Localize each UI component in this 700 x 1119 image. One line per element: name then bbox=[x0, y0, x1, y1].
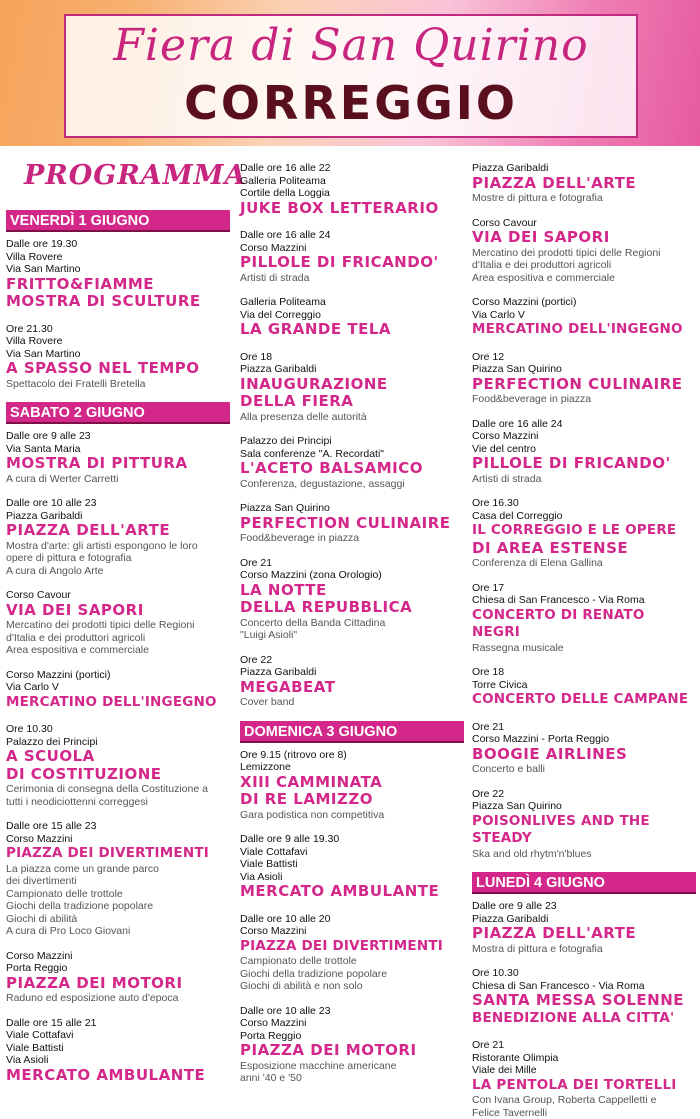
event-info: Vie del centro bbox=[472, 442, 537, 455]
event-item bbox=[472, 418, 696, 486]
event-info: Viale dei Mille bbox=[472, 1064, 537, 1076]
event-description: Conferenza di Elena Gallina bbox=[472, 557, 603, 569]
event-info: Dalle ore 9 alle 23 bbox=[472, 900, 557, 912]
event-item bbox=[240, 1005, 464, 1085]
event-list bbox=[472, 162, 696, 860]
event-info: Piazza San Quirino bbox=[472, 363, 562, 375]
event-info: Galleria Politeama bbox=[240, 296, 326, 308]
event-title: BENEDIZIONE ALLA CITTA' bbox=[472, 1009, 675, 1026]
event-list bbox=[240, 162, 464, 709]
event-title: MOSTRA DI SCULTURE bbox=[6, 292, 201, 310]
event-title: VIA DEI SAPORI bbox=[6, 600, 144, 619]
event-item bbox=[472, 296, 696, 339]
event-description: Giochi di abilità e non solo bbox=[240, 980, 363, 992]
event-title: BOOGIE AIRLINES bbox=[472, 744, 628, 763]
event-title: PIAZZA DELL'ARTE bbox=[472, 173, 637, 192]
event-title: PERFECTION CULINAIRE bbox=[472, 374, 683, 393]
event-info: Porta Reggio bbox=[240, 1029, 302, 1042]
event-item bbox=[472, 1039, 696, 1119]
event-info: Corso Mazzini bbox=[472, 430, 539, 442]
event-item bbox=[6, 497, 230, 577]
event-item bbox=[240, 162, 464, 217]
event-info: Ore 21 bbox=[472, 720, 505, 733]
event-info: Dalle ore 16 alle 24 bbox=[240, 229, 331, 241]
event-info: Via Santa Maria bbox=[6, 442, 81, 455]
event-item bbox=[472, 351, 696, 406]
event-description: Campionato delle trottole bbox=[6, 887, 123, 900]
event-title: DELLA REPUBBLICA bbox=[240, 598, 413, 616]
column-3 bbox=[472, 162, 696, 1119]
event-info: Ore 18 bbox=[472, 666, 505, 678]
event-info: Ore 16.30 bbox=[472, 497, 519, 509]
event-title: MERCATO AMBULANTE bbox=[240, 882, 440, 900]
event-info: Dalle ore 16 alle 22 bbox=[240, 162, 331, 174]
event-description: Artisti di strada bbox=[472, 472, 542, 485]
event-description: Cerimonia di consegna della Costituzione a bbox=[6, 783, 208, 795]
event-info: Piazza Garibaldi bbox=[6, 509, 83, 522]
event-item bbox=[6, 669, 230, 712]
event-title: L'ACETO BALSAMICO bbox=[240, 459, 423, 477]
event-item bbox=[472, 967, 696, 1027]
event-title: LA PENTOLA DEI TORTELLI bbox=[472, 1076, 677, 1093]
event-item bbox=[240, 435, 464, 490]
event-list bbox=[6, 238, 230, 390]
event-item bbox=[6, 430, 230, 485]
event-item bbox=[472, 900, 696, 955]
event-title: SANTA MESSA SOLENNE bbox=[472, 991, 685, 1009]
event-info: Dalle ore 15 alle 21 bbox=[6, 1016, 97, 1029]
event-info: Dalle ore 9 alle 19.30 bbox=[240, 833, 340, 845]
event-info: Dalle ore 10 alle 23 bbox=[6, 497, 97, 509]
event-description: Giochi della tradizione popolare bbox=[6, 900, 154, 912]
event-description: Gara podistica non competitiva bbox=[240, 808, 385, 821]
event-info: Corso Mazzini bbox=[240, 925, 307, 937]
event-info: Ore 22 bbox=[240, 653, 273, 666]
event-description: d'Italia e dei produttori agricoli bbox=[6, 631, 146, 644]
event-title: A SPASSO NEL TEMPO bbox=[6, 359, 200, 377]
event-info: Piazza Garibaldi bbox=[472, 912, 549, 925]
event-item bbox=[472, 721, 696, 776]
event-description: A cura di Werter Carretti bbox=[6, 472, 119, 485]
event-title: LA NOTTE bbox=[240, 580, 327, 599]
event-info: Dalle ore 19.30 bbox=[6, 238, 78, 250]
event-description: Concerto e balli bbox=[472, 763, 545, 775]
event-info: Via San Martino bbox=[6, 263, 81, 275]
event-info: Ore 17 bbox=[472, 581, 505, 594]
event-info: Ore 12 bbox=[472, 350, 505, 363]
event-description: Concerto della Banda Cittadina bbox=[240, 616, 386, 629]
event-description: Giochi di abilità bbox=[6, 912, 78, 925]
event-info: Corso Mazzini (portici) bbox=[6, 668, 111, 681]
event-info: Palazzo dei Principi bbox=[6, 735, 98, 748]
event-description: Area espositiva e commerciale bbox=[472, 271, 615, 284]
event-title: MOSTRA DI PITTURA bbox=[6, 454, 188, 472]
event-info: Dalle ore 10 alle 20 bbox=[240, 912, 331, 925]
event-info: Corso Mazzini bbox=[6, 832, 73, 845]
event-description: Mostra di pittura e fotografia bbox=[472, 942, 603, 955]
header-subtitle: Fiera di San Quirino bbox=[113, 20, 589, 71]
event-item bbox=[472, 788, 696, 861]
event-description: Mercatino dei prodotti tipici delle Regioni bbox=[6, 619, 195, 631]
event-info: Via Carlo V bbox=[6, 681, 59, 693]
event-info: Viale Battisti bbox=[240, 858, 298, 870]
event-info: Villa Rovere bbox=[6, 250, 63, 263]
event-item bbox=[240, 502, 464, 545]
header-box bbox=[64, 14, 638, 138]
event-title: VIA DEI SAPORI bbox=[472, 228, 610, 246]
header-banner bbox=[0, 0, 700, 146]
event-title: PERFECTION CULINAIRE bbox=[240, 513, 451, 532]
event-info: Viale Cottafavi bbox=[240, 845, 308, 858]
event-info: Dalle ore 16 alle 24 bbox=[472, 417, 563, 430]
event-item bbox=[240, 296, 464, 339]
event-info: Corso Mazzini bbox=[240, 241, 307, 254]
event-item bbox=[240, 833, 464, 901]
day-header-monday: LUNEDÌ 4 GIUGNO bbox=[472, 872, 696, 894]
event-info: Porta Reggio bbox=[6, 962, 68, 974]
event-info: Corso Mazzini (portici) bbox=[472, 296, 577, 308]
event-list bbox=[6, 430, 230, 1084]
event-description: La piazza come un grande parco bbox=[6, 862, 159, 875]
event-info: Ore 18 bbox=[240, 350, 273, 363]
event-description: Food&beverage in piazza bbox=[472, 393, 592, 405]
event-item bbox=[6, 723, 230, 808]
event-info: Dalle ore 10 alle 23 bbox=[240, 1004, 331, 1017]
event-description: Mercatino dei prodotti tipici delle Regioni bbox=[472, 246, 661, 259]
event-description: Cover band bbox=[240, 696, 295, 708]
event-info: Ore 9.15 (ritrovo ore 8) bbox=[240, 748, 347, 761]
event-description: Alla presenza delle autorità bbox=[240, 410, 367, 423]
event-item bbox=[6, 238, 230, 311]
event-item bbox=[472, 666, 696, 709]
event-info: Via del Correggio bbox=[240, 308, 321, 321]
event-item bbox=[6, 820, 230, 938]
day-header-sunday: DOMENICA 3 GIUGNO bbox=[240, 721, 464, 743]
program-title: PROGRAMMA bbox=[24, 160, 247, 191]
event-title: CONCERTO DI RENATO NEGRI bbox=[472, 606, 645, 640]
event-info: Piazza San Quirino bbox=[240, 502, 330, 514]
event-info: Via San Martino bbox=[6, 347, 81, 360]
event-info: Ristorante Olimpia bbox=[472, 1051, 559, 1064]
event-info: Ore 21.30 bbox=[6, 322, 53, 335]
event-title: MERCATO AMBULANTE bbox=[6, 1065, 206, 1084]
event-description: "Luigi Asioli" bbox=[240, 629, 298, 641]
event-description: anni '40 e '50 bbox=[240, 1072, 302, 1084]
event-description: Rassegna musicale bbox=[472, 641, 564, 654]
event-title: PIAZZA DEI DIVERTIMENTI bbox=[240, 937, 443, 954]
event-description: A cura di Angolo Arte bbox=[6, 564, 104, 577]
event-title: MERCATINO DELL'INGEGNO bbox=[6, 693, 217, 710]
event-info: Chiesa di San Francesco - Via Roma bbox=[472, 594, 645, 606]
event-description: tutti i neodiciottenni correggesi bbox=[6, 795, 148, 808]
event-info: Dalle ore 15 alle 23 bbox=[6, 820, 97, 832]
event-info: Ore 10.30 bbox=[6, 723, 53, 735]
event-title: A SCUOLA bbox=[6, 747, 95, 765]
event-info: Sala conferenze "A. Recordati" bbox=[240, 447, 385, 460]
event-title: PIAZZA DELL'ARTE bbox=[472, 924, 637, 942]
event-info: Casa del Correggio bbox=[472, 509, 563, 522]
event-info: Palazzo dei Principi bbox=[240, 435, 332, 447]
event-info: Via Carlo V bbox=[472, 308, 525, 321]
event-item bbox=[472, 217, 696, 285]
event-description: d'Italia e dei produttori agricoli bbox=[472, 259, 612, 271]
event-description: Food&beverage in piazza bbox=[240, 532, 360, 544]
event-description: Artisti di strada bbox=[240, 271, 310, 284]
event-info: Piazza Garibaldi bbox=[240, 363, 317, 375]
event-info: Cortile della Loggia bbox=[240, 187, 330, 199]
event-info: Piazza San Quirino bbox=[472, 800, 562, 812]
event-description: Area espositiva e commerciale bbox=[6, 644, 149, 656]
event-item bbox=[6, 323, 230, 391]
event-title: DI COSTITUZIONE bbox=[6, 764, 162, 783]
event-title: XIII CAMMINATA bbox=[240, 772, 383, 791]
event-description: Conferenza, degustazione, assaggi bbox=[240, 477, 405, 490]
event-info: Galleria Politeama bbox=[240, 174, 326, 187]
event-info: Piazza Garibaldi bbox=[472, 162, 549, 174]
event-info: Via Asioli bbox=[240, 870, 283, 883]
event-info: Piazza Garibaldi bbox=[240, 666, 317, 678]
event-title: IL CORREGGIO E LE OPERE bbox=[472, 522, 677, 538]
event-title: PIAZZA DEI MOTORI bbox=[240, 1041, 417, 1059]
event-item bbox=[472, 162, 696, 205]
event-description: dei divertimenti bbox=[6, 875, 77, 887]
event-item bbox=[6, 589, 230, 657]
column-2 bbox=[240, 162, 464, 1097]
event-item bbox=[240, 913, 464, 993]
event-description: Mostre di pittura e fotografia bbox=[472, 192, 603, 204]
event-info: Ore 21 bbox=[472, 1039, 505, 1051]
event-description: Raduno ed esposizione auto d'epoca bbox=[6, 992, 179, 1004]
event-title: PIAZZA DELL'ARTE bbox=[6, 521, 171, 539]
event-item bbox=[6, 1017, 230, 1085]
event-description: Spettacolo dei Fratelli Bretella bbox=[6, 377, 146, 390]
event-info: Ore 10.30 bbox=[472, 967, 519, 979]
event-info: Chiesa di San Francesco - Via Roma bbox=[472, 979, 645, 992]
event-description: Felice Tavernelli bbox=[472, 1106, 548, 1119]
header-title: CORREGGIO bbox=[184, 76, 518, 130]
event-info: Corso Mazzini bbox=[6, 949, 73, 962]
event-info: Corso Mazzini - Porta Reggio bbox=[472, 733, 610, 745]
event-title: DI RE LAMIZZO bbox=[240, 790, 373, 808]
event-description: Campionato delle trottole bbox=[240, 955, 357, 967]
event-item bbox=[472, 582, 696, 655]
event-info: Viale Cottafavi bbox=[6, 1029, 74, 1041]
event-title: PILLOLE DI FRICANDO' bbox=[240, 253, 439, 271]
event-title: INAUGURAZIONE bbox=[240, 374, 388, 393]
event-info: Ore 21 bbox=[240, 556, 273, 569]
event-description: opere di pittura e fotografia bbox=[6, 552, 132, 564]
event-info: Ore 22 bbox=[472, 787, 505, 800]
event-title: POISONLIVES AND THE STEADY bbox=[472, 812, 650, 846]
event-info: Corso Mazzini (zona Orologio) bbox=[240, 569, 382, 581]
event-info: Corso Cavour bbox=[472, 216, 537, 229]
event-description: Ska and old rhytm'n'blues bbox=[472, 847, 592, 860]
event-title: MEGABEAT bbox=[240, 677, 336, 696]
event-item bbox=[472, 497, 696, 570]
event-description: A cura di Pro Loco Giovani bbox=[6, 925, 131, 937]
event-item bbox=[240, 749, 464, 822]
day-header-saturday: SABATO 2 GIUGNO bbox=[6, 402, 230, 424]
event-item bbox=[6, 950, 230, 1005]
event-title: DI AREA ESTENSE bbox=[472, 538, 629, 557]
event-item bbox=[240, 351, 464, 424]
event-title: PIAZZA DEI MOTORI bbox=[6, 973, 183, 992]
event-title: PIAZZA DEI DIVERTIMENTI bbox=[6, 845, 209, 861]
event-info: Lemizzone bbox=[240, 761, 291, 773]
event-title: PILLOLE DI FRICANDO' bbox=[472, 454, 671, 472]
event-list bbox=[240, 749, 464, 1085]
event-title: LA GRANDE TELA bbox=[240, 320, 391, 338]
event-item bbox=[240, 229, 464, 284]
event-item bbox=[240, 654, 464, 709]
event-info: Dalle ore 9 alle 23 bbox=[6, 430, 91, 442]
event-description: Mostra d'arte: gli artisti espongono le loro bbox=[6, 539, 198, 552]
event-info: Via Asioli bbox=[6, 1054, 49, 1066]
event-info: Villa Rovere bbox=[6, 335, 63, 347]
event-info: Corso Cavour bbox=[6, 589, 71, 601]
event-title: CONCERTO DELLE CAMPANE bbox=[472, 691, 689, 707]
event-title: MERCATINO DELL'INGEGNO bbox=[472, 321, 683, 337]
event-info: Torre Civica bbox=[472, 678, 528, 691]
day-header-friday: VENERDÌ 1 GIUGNO bbox=[6, 210, 230, 232]
event-list bbox=[472, 900, 696, 1119]
event-item bbox=[240, 557, 464, 642]
event-description: Esposizione macchine americane bbox=[240, 1059, 397, 1072]
event-description: Con Ivana Group, Roberta Cappelletti e bbox=[472, 1094, 657, 1106]
event-title: FRITTO&FIAMME bbox=[6, 274, 155, 293]
event-description: Giochi della tradizione popolare bbox=[240, 967, 388, 980]
event-info: Corso Mazzini bbox=[240, 1017, 307, 1029]
event-title: JUKE BOX LETTERARIO bbox=[240, 198, 439, 217]
event-title: DELLA FIERA bbox=[240, 392, 354, 410]
event-info: Viale Battisti bbox=[6, 1041, 64, 1054]
column-1 bbox=[6, 208, 230, 1096]
